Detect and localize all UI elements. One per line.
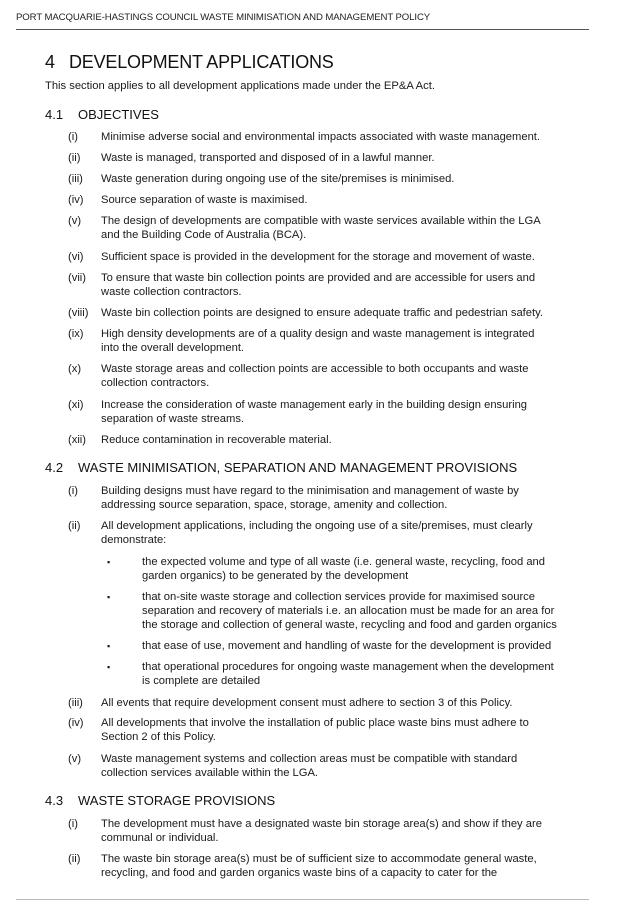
- item-text: [142, 555, 592, 583]
- item-marker: (ii): [68, 853, 81, 865]
- item-text: [101, 130, 591, 144]
- item-line: and the Building Code of Australia (BCA).: [101, 229, 307, 241]
- item-line: into the overall development.: [101, 342, 245, 354]
- section-intro: This section applies to all development applications made under the EP&A Act.: [45, 80, 435, 92]
- item-line: All development applications, including the ongoing use of a site/premises, must clearly: [101, 520, 533, 532]
- item-marker: (iii): [68, 697, 83, 709]
- item-marker: (v): [68, 753, 82, 765]
- subsection-title: OBJECTIVES: [78, 107, 159, 122]
- item-line: that operational procedures for ongoing waste management when the development: [142, 661, 554, 673]
- item-marker: (v): [68, 215, 82, 227]
- item-line: Sufficient space is provided in the development for the storage and movement of waste.: [101, 251, 535, 263]
- item-text: [142, 590, 592, 632]
- item-line: Increase the consideration of waste management early in the building design ensuring: [101, 399, 528, 411]
- subsection-heading-4-1: [45, 107, 159, 122]
- item-line: High density developments are of a quality design and waste management is integrated: [101, 328, 535, 340]
- item-line: that ease of use, movement and handling of waste for the development is provided: [142, 640, 552, 652]
- bullet-marker: ▪: [107, 641, 111, 651]
- item-line: is complete are detailed: [142, 675, 261, 687]
- item-line: addressing source separation, space, storage, amenity and collection.: [101, 499, 448, 511]
- section-number: 4: [45, 52, 55, 72]
- item-marker: (iii): [68, 173, 83, 185]
- item-line: separation of waste streams.: [101, 413, 245, 425]
- item-line: The development must have a designated waste bin storage area(s) and show if they are: [101, 818, 542, 830]
- item-text: [101, 172, 591, 186]
- item-line: All developments that involve the installation of public place waste bins must adhere to: [101, 717, 529, 729]
- item-text: [142, 660, 592, 688]
- subsection-number: 4.2: [45, 460, 64, 475]
- item-marker: (iv): [68, 194, 84, 206]
- bullet-marker: ▪: [107, 557, 111, 567]
- item-marker: (viii): [68, 307, 89, 319]
- item-line: recycling, and food and garden organics waste bins of a capacity to cater for the: [101, 867, 498, 879]
- item-text: [101, 214, 591, 242]
- item-line: Waste generation during ongoing use of the site/premises is minimised.: [101, 173, 455, 185]
- item-marker: (ix): [68, 328, 84, 340]
- item-line: Reduce contamination in recoverable material.: [101, 434, 332, 446]
- section-title: DEVELOPMENT APPLICATIONS: [69, 52, 334, 72]
- item-text: [101, 250, 591, 264]
- item-text: [101, 433, 591, 447]
- item-marker: (ii): [68, 152, 81, 164]
- item-line: the storage and collection of general waste, recycling and food and garden organics: [142, 619, 557, 631]
- subsection-number: 4.3: [45, 793, 64, 808]
- item-line: demonstrate:: [101, 534, 167, 546]
- item-line: Waste is managed, transported and disposed of in a lawful manner.: [101, 152, 435, 164]
- item-marker: (x): [68, 363, 82, 375]
- item-marker: (xii): [68, 434, 87, 446]
- subsection-number: 4.1: [45, 107, 64, 122]
- item-line: Section 2 of this Policy.: [101, 731, 216, 743]
- item-line: collection services available within the LGA.: [101, 767, 319, 779]
- item-text: [101, 817, 591, 845]
- item-line: garden organics) to be generated by the development: [142, 570, 409, 582]
- subsection-heading-4-2: [45, 460, 517, 475]
- item-marker: (i): [68, 131, 78, 143]
- item-line: Waste management systems and collection areas must be compatible with standard: [101, 753, 518, 765]
- item-line: the expected volume and type of all waste (i.e. general waste, recycling, food and: [142, 556, 545, 568]
- item-line: that on-site waste storage and collection services provide for maximised source: [142, 591, 535, 603]
- item-line: waste collection contractors.: [101, 286, 242, 298]
- item-text: [101, 193, 591, 207]
- item-line: To ensure that waste bin collection points are provided and are accessible for users and: [101, 272, 536, 284]
- item-text: [101, 852, 591, 880]
- item-marker: (xi): [68, 399, 84, 411]
- item-text: [142, 639, 592, 653]
- item-marker: (i): [68, 485, 78, 497]
- item-text: [101, 271, 591, 299]
- item-marker: (vi): [68, 251, 84, 263]
- subsection-heading-4-3: [45, 793, 275, 808]
- item-line: The waste bin storage area(s) must be of sufficient size to accommodate general waste,: [101, 853, 537, 865]
- item-line: collection contractors.: [101, 377, 210, 389]
- item-text: [101, 696, 591, 710]
- item-line: Source separation of waste is maximised.: [101, 194, 308, 206]
- item-line: All events that require development consent must adhere to section 3 of this Policy.: [101, 697, 513, 709]
- item-line: Waste storage areas and collection points are accessible to both occupants and waste: [101, 363, 529, 375]
- item-text: [101, 752, 591, 780]
- item-marker: (i): [68, 818, 78, 830]
- footer-divider: [16, 899, 589, 900]
- item-text: [101, 519, 591, 547]
- item-text: [101, 362, 591, 390]
- item-marker: (vii): [68, 272, 87, 284]
- item-line: separation and recovery of materials i.e. an allocation must be made for an area for: [142, 605, 555, 617]
- item-marker: (iv): [68, 717, 84, 729]
- bullet-marker: ▪: [107, 662, 111, 672]
- subsection-title: WASTE MINIMISATION, SEPARATION AND MANAGEMENT PROVISIONS: [78, 460, 518, 475]
- item-line: Building designs must have regard to the minimisation and management of waste by: [101, 485, 519, 497]
- bullet-marker: ▪: [107, 592, 111, 602]
- item-marker: (ii): [68, 520, 81, 532]
- item-text: [101, 484, 591, 512]
- item-line: communal or individual.: [101, 832, 219, 844]
- item-line: Minimise adverse social and environmental impacts associated with waste management.: [101, 131, 541, 143]
- item-text: [101, 327, 591, 355]
- item-line: Waste bin collection points are designed to ensure adequate traffic and pedestrian safety.: [101, 307, 543, 319]
- section-heading: [45, 52, 334, 73]
- item-line: The design of developments are compatible with waste services available within the LGA: [101, 215, 541, 227]
- item-text: [101, 716, 591, 744]
- item-text: [101, 306, 591, 320]
- page-header: PORT MACQUARIE-HASTINGS COUNCIL WASTE MINIMISATION AND MANAGEMENT POLICY: [16, 12, 589, 30]
- subsection-title: WASTE STORAGE PROVISIONS: [78, 793, 276, 808]
- item-text: [101, 398, 591, 426]
- item-text: [101, 151, 591, 165]
